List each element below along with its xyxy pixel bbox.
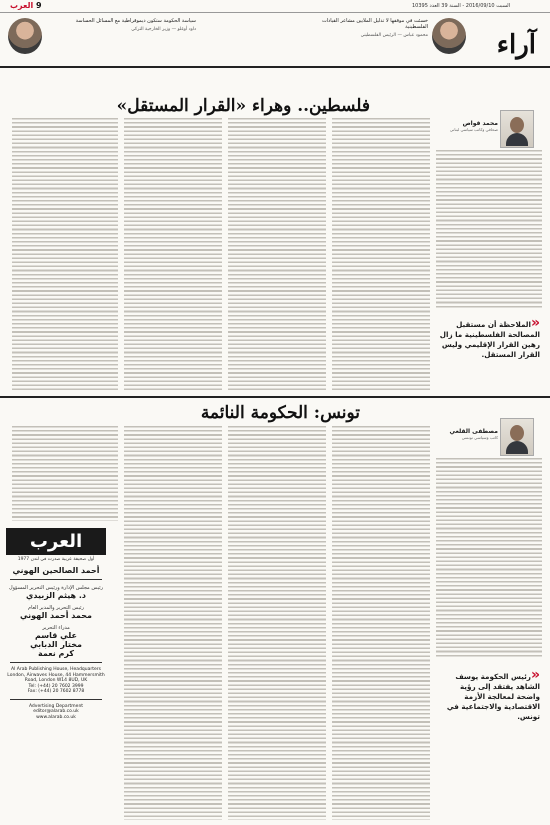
article2-headline: تونس: الحكومة النائمة [200,403,360,423]
article2-column [228,426,326,820]
address: Al Arab Publishing House, Headquarters London, Airwaves House, 44 Hammersmith Road, London W14 8UD, UK [7,667,105,683]
section-divider [0,396,550,398]
editor-name: كرم نعمة [37,649,74,658]
article2-column [332,426,430,820]
author-role: صحافي وكاتب سياسي لبناني [449,127,498,132]
pullquote-text: الملاحظة أن مستقبل المصالحة الفلسطينية ما زال رهين القرار الإقليمي وليس القرار المستقل. [439,320,540,359]
teaser-role: الرئيس الفلسطيني [360,33,397,38]
article1-column [124,118,222,390]
teaser-text: سياسة الحكومة ستكون ديموقراطية مع المسائل الحساسة [75,18,196,24]
article1-byline [428,120,498,132]
avatar [8,18,42,54]
board-label: رئيس مجلس الإدارة ورئيس التحرير المسؤول [8,585,104,591]
website[interactable]: www.alarab.co.uk [36,714,76,720]
article2-byline [428,428,498,440]
article2-pullquote: «رئيس الحكومة يوسف الشاهد يفتقد إلى رؤية واضحة لمعالجة الأزمة الاقتصادية والاجتماعية في تونس. [446,667,540,721]
article1-column [12,118,118,390]
teaser-role: وزير الخارجية التركي [131,27,171,32]
avatar [432,18,466,54]
article2-column [12,426,118,521]
author-photo [500,110,534,148]
masthead-tagline: أول صحيفة عربية صدرت في لندن 1977 [17,557,95,562]
author-role: كاتب وسياسي تونسي [461,435,498,440]
fax: Fax: (+44) 20 7602 8778 [27,689,85,694]
page-number: 9 [36,1,42,10]
teaser-quote-1: خسئت في موقفها لا تدليل الملايين مشاعر القيادات الفلسطينية محمود عباس — الرئيس الفلسطيني [308,18,428,58]
chief-label: رئيس التحرير والمدير العام [28,605,84,611]
teaser-quote-2: سياسة الحكومة ستكون ديموقراطية مع المسائل الحساسة داود أوغلو — وزير الخارجية التركي [46,18,196,58]
telephone: Tel: (+44) 20 7602 3999 [28,683,84,689]
teaser-who: داود أوغلو [177,27,196,32]
board-name: د. هيثم الزبيدي [25,591,86,600]
article2-column [436,458,542,658]
pullquote-text: رئيس الحكومة يوسف الشاهد يفتقد إلى رؤية واضحة لمعالجة الأزمة الاقتصادية والاجتماعية في تونس. [446,672,540,721]
article1-column [228,118,326,390]
date-line: السبت 2016/09/10 - السنة 39 العدد 10395 [412,3,510,9]
founder-name: أحمد الصالحين الهوني [12,566,100,575]
email[interactable]: editor@alarab.co.uk [33,709,79,714]
article1-column [436,150,542,310]
chief-name: محمد أحمد الهوني [20,611,92,620]
section-title: آراء [496,30,536,60]
article2-column [124,426,222,820]
teaser-text: خسئت في موقفها لا تدليل الملايين مشاعر القيادات الفلسطينية [321,18,428,30]
author-photo [500,418,534,456]
article1-column [332,118,430,390]
editor-name: مختار الدبابي [30,640,82,649]
article1-headline: فلسطين.. وهراء «القرار المستقل» [116,96,370,116]
masthead-box [6,525,106,820]
brand-mini: العرب [10,1,34,10]
author-name: محمد قواص [462,120,498,127]
editor-name: علي قاسم [35,631,77,640]
editors-label: مدراء التحرير [42,625,70,631]
teaser-who: محمود عباس [403,33,428,38]
teaser-strip [0,14,550,68]
advertising-label: Advertising Department [28,703,84,709]
article1-pullquote: «الملاحظة أن مستقبل المصالحة الفلسطينية ما زال رهين القرار الإقليمي وليس القرار المستقل. [439,315,540,359]
top-info-bar [0,0,550,13]
author-name: مصطفى القلعي [449,428,498,435]
masthead-logo: العرب [6,528,106,555]
